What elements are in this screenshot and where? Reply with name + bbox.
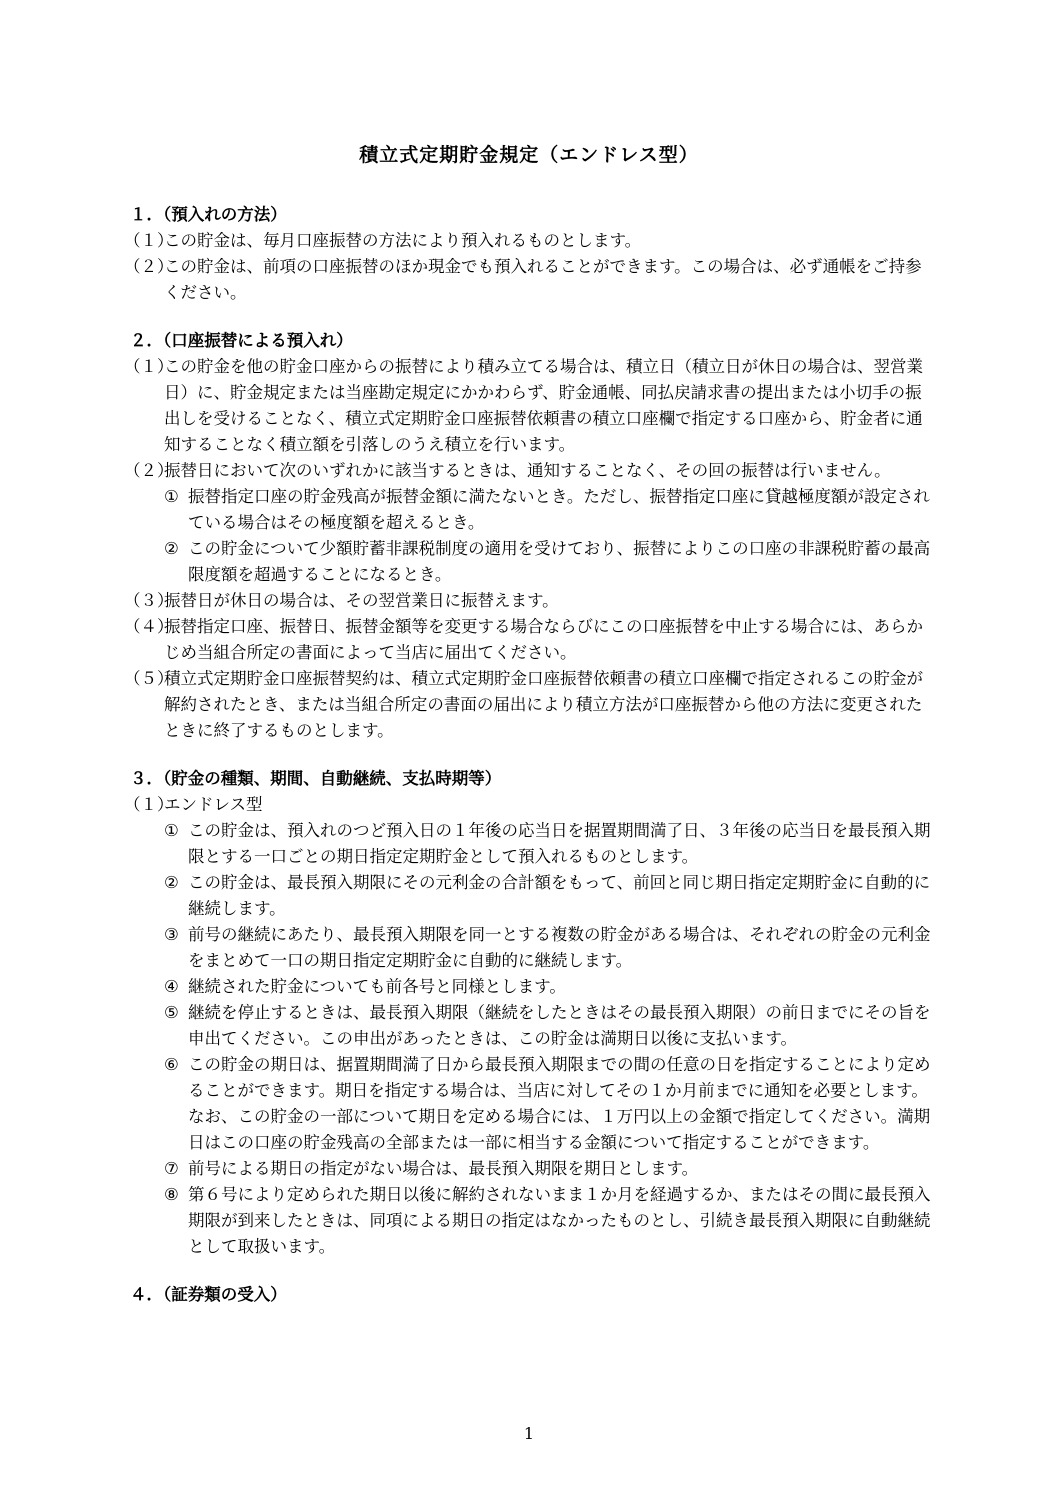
clause-item (124, 666, 936, 744)
clause-item (124, 614, 936, 666)
sub-clause-text: 第６号により定められた期日以後に解約されないまま１か月を経過するか、またはその間に最長預入期限が到来したときは、同項による期日の指定はなかったものとし、引続き最長預入期限に自動継続として取扱います。 (188, 1185, 931, 1256)
clause-text: この貯金は、前項の口座振替のほか現金でも預入れることができます。この場合は、必ず通帳をご持参ください。 (164, 257, 922, 302)
sub-clause-number: ⑥ (164, 1055, 179, 1074)
clause-number: （３） (124, 591, 174, 610)
sub-clause-item (124, 818, 936, 870)
section-heading: ４．（証券類の受入） (130, 1285, 287, 1304)
sub-clause-number: ③ (164, 925, 179, 944)
sub-clause-text: この貯金の期日は、据置期間満了日から最長預入期限までの間の任意の日を指定することにより定めることができます。期日を指定する場合は、当店に対してその１か月前までに通知を必要とします。なお、この貯金の一部について期日を定める場合には、１万円以上の金額で指定してください。満期日はこの口座の貯金残高の全部または一部に相当する金額について指定することができます。 (188, 1055, 931, 1152)
section-heading: １．（預入れの方法） (130, 205, 287, 224)
clause-number: （２） (124, 461, 174, 480)
clause-text: 振替日が休日の場合は、その翌営業日に振替えます。 (164, 591, 559, 610)
sub-clause-number: ② (164, 539, 179, 558)
sub-clause-text: 振替指定口座の貯金残高が振替金額に満たないとき。ただし、振替指定口座に貸越極度額が設定されている場合はその極度額を超えるとき。 (188, 487, 930, 532)
clause-text: 積立式定期貯金口座振替契約は、積立式定期貯金口座振替依頼書の積立口座欄で指定されるこの貯金が解約されたとき、または当組合所定の書面の届出により積立方法が口座振替から他の方法に変更されたときに終了するものとします。 (164, 669, 923, 740)
sub-clause-item (124, 484, 936, 536)
clause-item (124, 588, 936, 614)
sub-clause-item (124, 1052, 936, 1156)
clause-item (124, 458, 936, 484)
clause-text: 振替指定口座、振替日、振替金額等を変更する場合ならびにこの口座振替を中止する場合には、あらかじめ当組合所定の書面によって当店に届出てください。 (164, 617, 923, 662)
sub-clause-text: 前号の継続にあたり、最長預入期限を同一とする複数の貯金がある場合は、それぞれの貯金の元利金をまとめて一口の期日指定定期貯金に自動的に継続します。 (188, 925, 931, 970)
clause-number: （１） (124, 231, 174, 250)
sub-clause-item (124, 870, 936, 922)
sub-clause-text: この貯金は、最長預入期限にその元利金の合計額をもって、前回と同じ期日指定定期貯金に自動的に継続します。 (188, 873, 931, 918)
clause-text: この貯金は、毎月口座振替の方法により預入れるものとします。 (164, 231, 642, 250)
clause-item (124, 228, 936, 254)
sub-clause-number: ① (164, 487, 179, 506)
sub-clause-text: 継続を停止するときは、最長預入期限（継続をしたときはその最長預入期限）の前日までにその旨を申出てください。この申出があったときは、この貯金は満期日以後に支払います。 (188, 1003, 931, 1048)
clause-item (124, 254, 936, 306)
sub-clause-item (124, 536, 936, 588)
page-number: 1 (523, 1424, 535, 1443)
sub-clause-text: 前号による期日の指定がない場合は、最長預入期限を期日とします。 (188, 1159, 699, 1178)
sub-clause-number: ⑦ (164, 1159, 179, 1178)
clause-item (124, 792, 936, 818)
sub-clause-text: この貯金は、預入れのつど預入日の１年後の応当日を据置期間満了日、３年後の応当日を最長預入期限とする一口ごとの期日指定定期貯金として預入れるものとします。 (188, 821, 931, 866)
sub-clause-number: ① (164, 821, 179, 840)
sub-clause-number: ② (164, 873, 179, 892)
clause-text: この貯金を他の貯金口座からの振替により積み立てる場合は、積立日（積立日が休日の場合は、翌営業日）に、貯金規定または当座勘定規定にかかわらず、貯金通帳、同払戻請求書の提出または小切手の振出しを受けることなく、積立式定期貯金口座振替依頼書の積立口座欄で指定する口座から、貯金者に通知することなく積立額を引落しのうえ積立を行います。 (164, 357, 923, 454)
sub-clause-item (124, 974, 936, 1000)
sub-clause-item (124, 922, 936, 974)
clause-number: （２） (124, 257, 174, 276)
clause-number: （１） (124, 795, 174, 814)
section-1 (124, 202, 936, 306)
sub-clause-text: 継続された貯金についても前各号と同様とします。 (188, 977, 566, 996)
clause-text: エンドレス型 (164, 795, 263, 814)
clause-number: （５） (124, 669, 174, 688)
document-body (124, 202, 936, 1330)
sub-clause-number: ④ (164, 977, 179, 996)
sub-clause-text: この貯金について少額貯蓄非課税制度の適用を受けており、振替によりこの口座の非課税貯蓄の最高限度額を超過することになるとき。 (188, 539, 931, 584)
sub-clause-item (124, 1182, 936, 1260)
section-3 (124, 766, 936, 1260)
section-2 (124, 328, 936, 744)
section-4 (124, 1282, 936, 1308)
sub-clause-item (124, 1000, 936, 1052)
clause-text: 振替日において次のいずれかに該当するときは、通知することなく、その回の振替は行いません。 (164, 461, 891, 480)
section-heading: ２．（口座振替による預入れ） (130, 331, 353, 350)
sub-clause-item (124, 1156, 936, 1182)
clause-item (124, 354, 936, 458)
sub-clause-number: ⑤ (164, 1003, 179, 1022)
sub-clause-number: ⑧ (164, 1185, 179, 1204)
section-heading: ３．（貯金の種類、期間、自動継続、支払時期等） (130, 769, 502, 788)
document-title: 積立式定期貯金規定（エンドレス型） (359, 144, 699, 166)
clause-number: （４） (124, 617, 174, 636)
clause-number: （１） (124, 357, 174, 376)
